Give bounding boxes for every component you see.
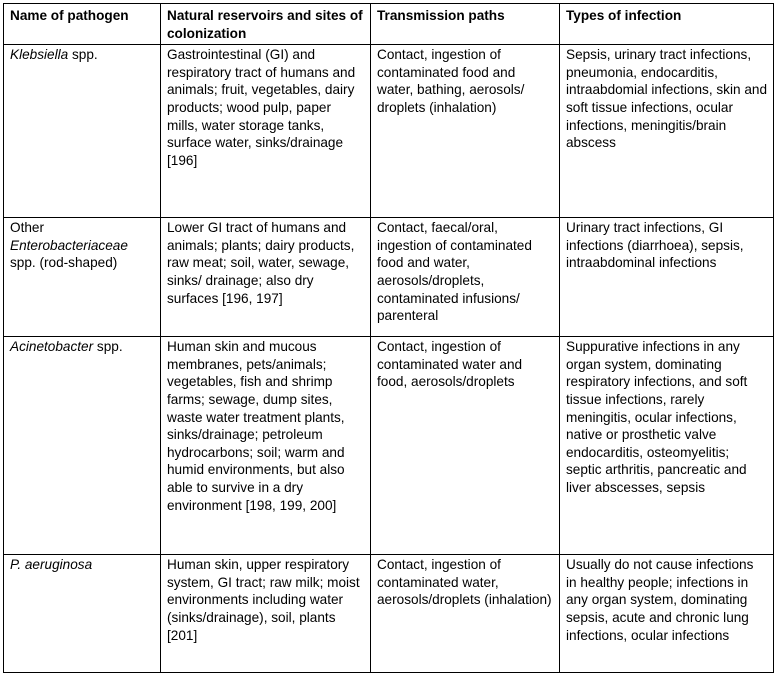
- pathogen-name-prefix: Other: [10, 220, 44, 236]
- reservoirs-cell: Human skin, upper respiratory system, GI tract; raw milk; moist environments including water (sinks/drainage), soil, plants [201]: [161, 555, 371, 673]
- header-transmission-paths: Transmission paths: [371, 4, 560, 45]
- reservoirs-cell: Human skin and mucous membranes, pets/animals; vegetables, fish and shrimp farms; sewage, dump sites, waste water treatment plants, sinks/drainage; petroleum hydrocarbons; soil; warm and humid environments, but also able to survive in a dry environment [198, 199, 200]: [161, 337, 371, 555]
- transmission-cell: Contact, ingestion of contaminated water, aerosols/droplets (inhalation): [371, 555, 560, 673]
- pathogen-table: [3, 3, 774, 673]
- pathogen-name-italic: Klebsiella: [10, 47, 69, 63]
- header-name-of-pathogen: Name of pathogen: [4, 4, 161, 45]
- header-types-of-infection: Types of infection: [560, 4, 774, 45]
- reservoirs-cell: Lower GI tract of humans and animals; plants; dairy products, raw meat; soil, water, sewage, sinks/ drainage; also dry surfaces [196, 197]: [161, 218, 371, 337]
- transmission-cell: Contact, ingestion of contaminated water and food, aerosols/droplets: [371, 337, 560, 555]
- header-row: [4, 4, 774, 45]
- pathogen-name-cell: [4, 337, 161, 555]
- pathogen-name-italic: Acinetobacter: [10, 339, 94, 355]
- pathogen-name-rest: spp. (rod-shaped): [10, 255, 118, 271]
- pathogen-name-rest: spp.: [93, 339, 123, 355]
- pathogen-name-italic: Enterobacteriaceae: [10, 237, 128, 253]
- table-row: [4, 218, 774, 337]
- infections-cell: Suppurative infections in any organ system, dominating respiratory infections, and soft tissue infections, rarely meningitis, ocular infections, native or prosthetic valve endocarditis, osteomyelitis; septic arthritis, pancreatic and liver abscesses, sepsis: [560, 337, 774, 555]
- pathogen-name-cell: [4, 45, 161, 218]
- table-row: [4, 555, 774, 673]
- infections-cell: Sepsis, urinary tract infections, pneumonia, endocarditis, intraabdomial infections, skin and soft tissue infections, ocular infections, meningitis/brain abscess: [560, 45, 774, 218]
- pathogen-name-italic: P. aeruginosa: [10, 557, 93, 573]
- table-row: [4, 45, 774, 218]
- transmission-cell: Contact, faecal/oral, ingestion of contaminated food and water, aerosols/droplets, contaminated infusions/ parenteral: [371, 218, 560, 337]
- infections-cell: Urinary tract infections, GI infections (diarrhoea), sepsis, intraabdominal infections: [560, 218, 774, 337]
- transmission-cell: Contact, ingestion of contaminated food and water, bathing, aerosols/ droplets (inhalation): [371, 45, 560, 218]
- pathogen-name-rest: spp.: [68, 47, 98, 63]
- header-natural-reservoirs: Natural reservoirs and sites of colonization: [161, 4, 371, 45]
- reservoirs-cell: Gastrointestinal (GI) and respiratory tract of humans and animals; fruit, vegetables, dairy products; wood pulp, paper mills, water storage tanks, surface water, sinks/drainage [196]: [161, 45, 371, 218]
- table-row: [4, 337, 774, 555]
- infections-cell: Usually do not cause infections in healthy people; infections in any organ system, dominating sepsis, acute and chronic lung infections, ocular infections: [560, 555, 774, 673]
- pathogen-name-cell: [4, 218, 161, 337]
- pathogen-name-cell: [4, 555, 161, 673]
